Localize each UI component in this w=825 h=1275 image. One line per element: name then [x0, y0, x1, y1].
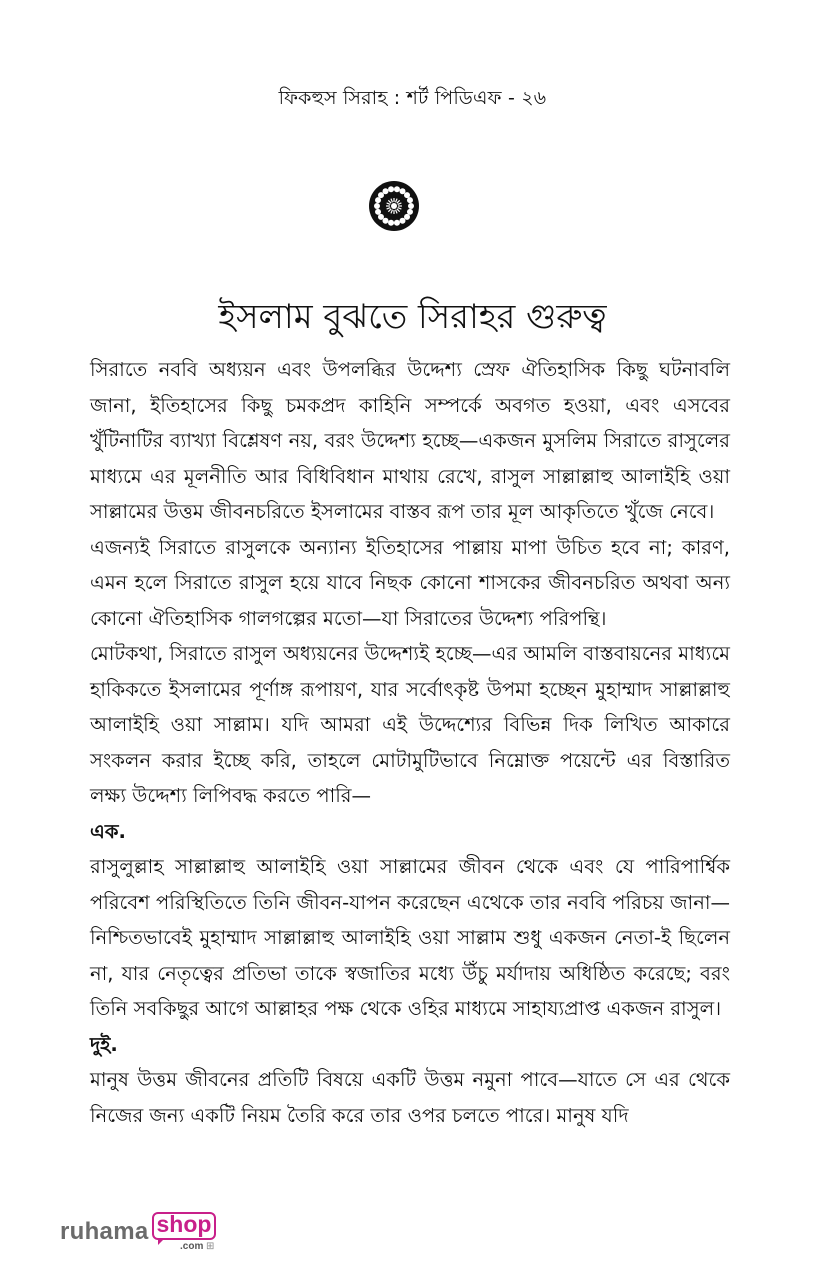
logo-shop-bubble: [152, 1212, 216, 1240]
rosette-petal: [404, 192, 410, 198]
point-text: রাসুলুল্লাহ সাল্লাল্লাহু আলাইহি ওয়া সাল্লামের জীবন থেকে এবং যে পারিপার্শ্বিক পরিবেশ পরিস্থিতিতে তিনি জীবন-যাপন করেছেন এথেকে তার নববি পরিচয় জানা—নিশ্চিতভাবেই মুহাম্মাদ সাল্লাল্লাহু আলাইহি ওয়া সাল্লাম শুধু একজন নেতা-ই ছিলেন না, যার নেতৃত্বের প্রতিভা তাকে স্বজাতির মধ্যে উঁচু মর্যাদায় অধিষ্ঠিত করেছে; বরং তিনি সবকিছুর আগে আল্লাহর পক্ষ থেকে ওহির মাধ্যমে সাহায্যপ্রাপ্ত একজন রাসুল।: [90, 855, 730, 1020]
rosette-petal: [394, 186, 400, 192]
rosette-petal: [375, 197, 381, 203]
rosette-petal: [383, 188, 389, 194]
rosette-petal: [388, 186, 394, 192]
body-text: [90, 352, 730, 1133]
logo-word-ruhama: ruhama: [60, 1218, 149, 1245]
rosette-petal: [378, 214, 384, 220]
paragraph: সিরাতে নববি অধ্যয়ন এবং উপলব্ধির উদ্দেশ্য স্রেফ ঐতিহাসিক কিছু ঘটনাবলি জানা, ইতিহাসের কিছু চমকপ্রদ কাহিনি সম্পর্কে অবগত হওয়া, এবং এসবের খুঁটিনাটির ব্যাখ্যা বিশ্লেষণ নয়, বরং উদ্দেশ্য হচ্ছে—একজন মুসলিম সিরাতে রাসুলের মাধ্যমে এর মূলনীতি আর বিধিবিধান মাথায় রেখে, রাসুল সাল্লাল্লাহু আলাইহি ওয়া সাল্লামের উত্তম জীবনচরিতে ইসলামের বাস্তব রূপ তার মূল আকৃতিতে খুঁজে নেবে।: [90, 358, 730, 523]
paragraph: এজন্যই সিরাতে রাসুলকে অন্যান্য ইতিহাসের পাল্লায় মাপা উচিত হবে না; কারণ, এমন হলে সিরাতে রাসুল হয়ে যাবে নিছক কোনো শাসকের জীবনচরিত অথবা অন্য কোনো ঐতিহাসিক গালগল্পের মতো—যা সিরাতের উদ্দেশ্য পরিপন্থি।: [90, 535, 730, 630]
chapter-title: ইসলাম বুঝতে সিরাহর গুরুত্ব: [218, 296, 607, 337]
logo-word-com: .com: [180, 1241, 204, 1252]
point-text: মানুষ উত্তম জীবনের প্রতিটি বিষয়ে একটি উত্তম নমুনা পাবে—যাতে সে এর থেকে নিজের জন্য একটি নিয়ম তৈরি করে তার ওপর চলতে পারে। মানুষ যদি: [90, 1068, 730, 1127]
speech-bubble-tail: [158, 1238, 165, 1245]
rosette-petal: [407, 209, 413, 215]
rosette-petal: [374, 203, 380, 209]
shopping-cart-icon: ⊞: [206, 1241, 215, 1252]
rosette-petal: [400, 218, 406, 224]
point-heading: দুই.: [90, 1032, 118, 1056]
rosette-petal: [388, 220, 394, 226]
logo-word-shop: shop: [156, 1211, 212, 1237]
rosette-petal: [394, 220, 400, 226]
point-heading: এক.: [90, 819, 126, 843]
rosette-petal: [407, 197, 413, 203]
ruhamashop-logo: [60, 1208, 230, 1258]
rosette-petal: [408, 203, 414, 209]
paragraph: মোটকথা, সিরাতে রাসুল অধ্যয়নের উদ্দেশ্যই হচ্ছে—এর আমলি বাস্তবায়নের মাধ্যমে হাকিকতে ইসলামের পূর্ণাঙ্গ রূপায়ণ, যার সর্বোৎকৃষ্ট উপমা হচ্ছেন মুহাম্মাদ সাল্লাল্লাহু আলাইহি ওয়া সাল্লাম। যদি আমরা এই উদ্দেশ্যের বিভিন্ন দিক লিখিত আকারে সংকলন করার ইচ্ছে করি, তাহলে মোটামুটিভাবে নিম্নোক্ত পয়েন্টে এর বিস্তারিত লক্ষ্য উদ্দেশ্য লিপিবদ্ধ করতে পারি—: [90, 642, 730, 807]
floral-rosette-icon: [368, 180, 420, 232]
rosette-petal: [375, 209, 381, 215]
running-header: ফিকহুস সিরাহ : শর্ট পিডিএফ - ২৬: [278, 87, 547, 109]
